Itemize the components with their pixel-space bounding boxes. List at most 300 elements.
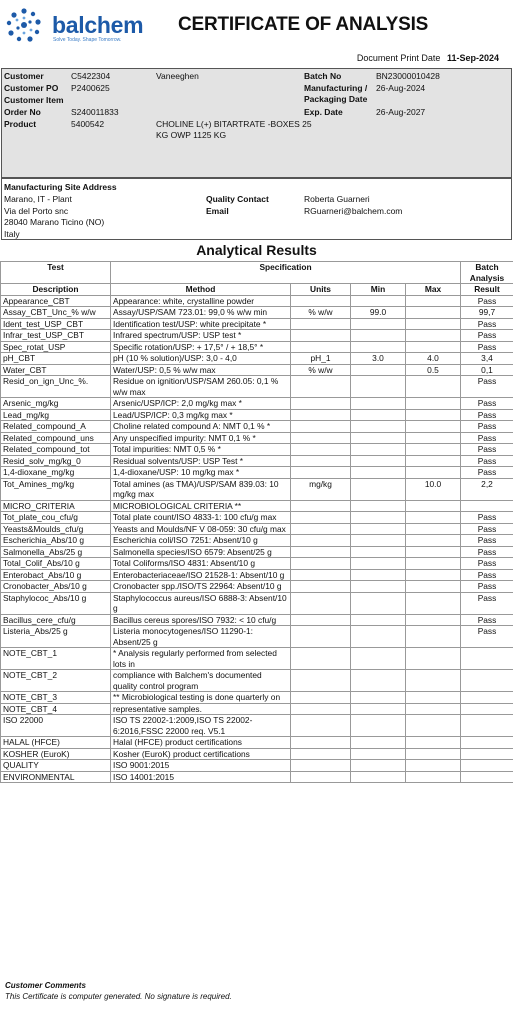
cell-units (291, 648, 351, 670)
cell-method: Enterobacteriaceae/ISO 21528-1: Absent/10 g (111, 569, 291, 581)
brand-tagline: Solve Today. Shape Tomorrow. (53, 37, 122, 43)
cell-result: 99,7 (461, 307, 513, 319)
cell-test-description: Tot_Amines_mg/kg (1, 478, 111, 500)
table-row (1, 670, 513, 692)
cell-result (461, 500, 513, 512)
cell-method: Any unspecified impurity: NMT 0,1 % * (111, 432, 291, 444)
cell-test-description: HALAL (HFCE) (1, 737, 111, 749)
balchem-dots-icon (4, 5, 44, 45)
table-row (1, 748, 513, 760)
cell-max (406, 421, 461, 433)
analytical-results-title: Analytical Results (196, 242, 317, 258)
cell-max: 4.0 (406, 353, 461, 365)
mfg-date: 26-Aug-2024 (376, 83, 426, 93)
mfg-date-label: Manufacturing / (304, 83, 368, 93)
cell-units (291, 670, 351, 692)
table-row (1, 703, 513, 715)
cell-max (406, 760, 461, 772)
cell-result: Pass (461, 432, 513, 444)
col-max: Max (406, 284, 461, 296)
table-row (1, 558, 513, 570)
cell-method: Total impurities: NMT 0,5 % * (111, 444, 291, 456)
cell-min (351, 318, 406, 330)
cell-max (406, 670, 461, 692)
cell-test-description: 1,4-dioxane_mg/kg (1, 467, 111, 479)
cell-units (291, 703, 351, 715)
packaging-date-label: Packaging Date (304, 94, 368, 104)
cell-method: ISO 9001:2015 (111, 760, 291, 772)
cell-result: Pass (461, 421, 513, 433)
cell-units (291, 330, 351, 342)
product-desc-line2: KG OWP 1125 KG (156, 130, 227, 140)
cell-method: Cronobacter spp./ISO/TS 22964: Absent/10 g (111, 581, 291, 593)
cell-result: Pass (461, 455, 513, 467)
exp-date-label: Exp. Date (304, 107, 343, 117)
cell-min (351, 341, 406, 353)
cell-max (406, 467, 461, 479)
table-row (1, 626, 513, 648)
cell-max (406, 703, 461, 715)
cell-method: Escherichia coli/ISO 7251: Absent/10 g (111, 535, 291, 547)
print-date-value: 11-Sep-2024 (446, 53, 499, 63)
table-row (1, 330, 513, 342)
cell-test-description: Yeasts&Moulds_cfu/g (1, 523, 111, 535)
cell-method: pH (10 % solution)/USP: 3,0 - 4,0 (111, 353, 291, 365)
cell-max (406, 512, 461, 524)
cell-max (406, 546, 461, 558)
cell-min (351, 771, 406, 783)
cell-test-description: NOTE_CBT_4 (1, 703, 111, 715)
comments-label: Customer Comments (5, 981, 86, 990)
cell-max (406, 398, 461, 410)
cell-result (461, 648, 513, 670)
cell-units (291, 523, 351, 535)
cell-method: * Analysis regularly performed from selected lots in (111, 648, 291, 670)
col-batch-line1: Batch Analysis (469, 262, 505, 283)
table-row (1, 295, 513, 307)
cell-units (291, 398, 351, 410)
cell-result (461, 715, 513, 737)
cell-units (291, 455, 351, 467)
cell-test-description: NOTE_CBT_1 (1, 648, 111, 670)
cell-units (291, 760, 351, 772)
cell-min (351, 444, 406, 456)
col-result: Result (461, 284, 513, 296)
cell-min (351, 592, 406, 614)
cell-method: representative samples. (111, 703, 291, 715)
cell-units (291, 614, 351, 626)
cell-max: 10.0 (406, 478, 461, 500)
table-row (1, 318, 513, 330)
cell-max (406, 535, 461, 547)
table-row (1, 409, 513, 421)
cell-min (351, 670, 406, 692)
cell-max (406, 592, 461, 614)
cell-units (291, 409, 351, 421)
cell-max (406, 500, 461, 512)
cell-max (406, 307, 461, 319)
cell-method: Bacillus cereus spores/ISO 7932: < 10 cfu/g (111, 614, 291, 626)
cell-method: Staphylococcus aureus/ISO 6888-3: Absent/10 g (111, 592, 291, 614)
table-row (1, 760, 513, 772)
cell-units: % w/w (291, 307, 351, 319)
cell-min (351, 760, 406, 772)
cell-test-description: Enterobact_Abs/10 g (1, 569, 111, 581)
cell-result: Pass (461, 614, 513, 626)
cell-min (351, 535, 406, 547)
cell-max (406, 444, 461, 456)
table-row (1, 535, 513, 547)
cell-min (351, 523, 406, 535)
table-row (1, 398, 513, 410)
customer-po-label: Customer PO (4, 83, 59, 93)
cell-max (406, 330, 461, 342)
cell-units (291, 558, 351, 570)
cell-min (351, 432, 406, 444)
cell-result: Pass (461, 546, 513, 558)
table-row (1, 512, 513, 524)
cell-test-description: Salmonella_Abs/25 g (1, 546, 111, 558)
site-address-line2: Via del Porto snc (4, 206, 69, 216)
cell-result: Pass (461, 512, 513, 524)
cell-units (291, 318, 351, 330)
cell-units (291, 432, 351, 444)
cell-min (351, 455, 406, 467)
cell-result: Pass (461, 535, 513, 547)
customer-label: Customer (4, 71, 44, 81)
cell-units: pH_1 (291, 353, 351, 365)
batch-label: Batch No (304, 71, 342, 81)
table-row (1, 353, 513, 365)
product-label: Product (4, 119, 37, 129)
cell-units (291, 341, 351, 353)
cell-test-description: NOTE_CBT_2 (1, 670, 111, 692)
balchem-logo (2, 2, 147, 50)
email-value: RGuarneri@balchem.com (304, 206, 403, 216)
cell-max (406, 626, 461, 648)
cell-method: MICROBIOLOGICAL CRITERIA ** (111, 500, 291, 512)
col-test-line1: Test (47, 262, 64, 272)
cell-min (351, 467, 406, 479)
table-row (1, 523, 513, 535)
customer-po: P2400625 (71, 83, 110, 93)
cell-method: compliance with Balchem's documented quality control program (111, 670, 291, 692)
cell-result: Pass (461, 409, 513, 421)
table-row (1, 341, 513, 353)
cell-method: Residue on ignition/USP/SAM 260.05: 0,1 % w/w max (111, 376, 291, 398)
cell-max (406, 771, 461, 783)
cell-units (291, 771, 351, 783)
cell-units (291, 715, 351, 737)
cell-method: Appearance: white, crystalline powder (111, 295, 291, 307)
cell-test-description: ISO 22000 (1, 715, 111, 737)
email-label: Email (206, 206, 229, 216)
print-date-label: Document Print Date (356, 53, 441, 63)
cell-min (351, 614, 406, 626)
cell-units (291, 444, 351, 456)
cell-test-description: Arsenic_mg/kg (1, 398, 111, 410)
cell-max (406, 648, 461, 670)
cell-result: Pass (461, 376, 513, 398)
cell-units (291, 748, 351, 760)
cell-test-description: Assay_CBT_Unc_% w/w (1, 307, 111, 319)
cell-min (351, 364, 406, 376)
cell-units (291, 295, 351, 307)
site-address-box (1, 178, 512, 240)
cell-method: Specific rotation/USP: + 17,5° / + 18,5° * (111, 341, 291, 353)
cell-min (351, 295, 406, 307)
cell-method: Total plate count/ISO 4833-1: 100 cfu/g max (111, 512, 291, 524)
cell-min (351, 421, 406, 433)
cell-min (351, 330, 406, 342)
cell-result: Pass (461, 569, 513, 581)
cell-min (351, 737, 406, 749)
table-row (1, 307, 513, 319)
cell-method: Total Coliforms/ISO 4831: Absent/10 g (111, 558, 291, 570)
table-row (1, 771, 513, 783)
cell-test-description: MICRO_CRITERIA (1, 500, 111, 512)
cell-max (406, 558, 461, 570)
cell-test-description: ENVIRONMENTAL (1, 771, 111, 783)
table-row (1, 715, 513, 737)
table-row (1, 455, 513, 467)
order-info-box (1, 68, 512, 178)
col-description: Description (1, 284, 111, 296)
site-address-line3: 28040 Marano Ticino (NO) (4, 217, 105, 227)
cell-max (406, 569, 461, 581)
cell-min (351, 626, 406, 648)
cell-result: Pass (461, 626, 513, 648)
cell-max (406, 376, 461, 398)
cell-test-description: Staphylococ_Abs/10 g (1, 592, 111, 614)
comments-text: This Certificate is computer generated. No signature is required. (5, 992, 232, 1001)
cell-max (406, 341, 461, 353)
cell-test-description: Resid_on_ign_Unc_%. (1, 376, 111, 398)
cell-min (351, 376, 406, 398)
cell-test-description: Listeria_Abs/25 g (1, 626, 111, 648)
cell-min (351, 648, 406, 670)
cell-max (406, 432, 461, 444)
cell-test-description: QUALITY (1, 760, 111, 772)
cell-test-description: Related_compound_tot (1, 444, 111, 456)
table-subheader-row (1, 284, 513, 296)
cell-method: ** Microbiological testing is done quarterly on (111, 692, 291, 704)
cell-units (291, 546, 351, 558)
table-row (1, 421, 513, 433)
site-address-line4: Italy (4, 229, 20, 239)
cell-min (351, 581, 406, 593)
cell-max (406, 318, 461, 330)
cell-test-description: Ident_test_USP_CBT (1, 318, 111, 330)
cell-min (351, 500, 406, 512)
cell-test-description: Infrar_test_USP_CBT (1, 330, 111, 342)
cell-result: Pass (461, 398, 513, 410)
quality-contact-label: Quality Contact (206, 194, 269, 204)
cell-units (291, 500, 351, 512)
cell-result: Pass (461, 318, 513, 330)
cell-method: ISO TS 22002-1:2009,ISO TS 22002-6:2016,FSSC 22000 req. V5.1 (111, 715, 291, 737)
table-row (1, 478, 513, 500)
col-units: Units (291, 284, 351, 296)
cell-method: Salmonella species/ISO 6579: Absent/25 g (111, 546, 291, 558)
table-row (1, 364, 513, 376)
analytical-results-table (0, 261, 513, 783)
cell-min (351, 409, 406, 421)
cell-min (351, 558, 406, 570)
cell-result (461, 703, 513, 715)
cell-min (351, 748, 406, 760)
table-row (1, 692, 513, 704)
cell-units (291, 626, 351, 648)
cell-test-description: Bacillus_cere_cfu/g (1, 614, 111, 626)
table-row (1, 432, 513, 444)
table-row (1, 376, 513, 398)
table-header-row (1, 262, 513, 284)
cell-result (461, 771, 513, 783)
cell-method: Water/USP: 0,5 % w/w max (111, 364, 291, 376)
cell-units (291, 592, 351, 614)
cell-max (406, 581, 461, 593)
table-row (1, 569, 513, 581)
col-specification: Specification (111, 262, 461, 284)
cell-min (351, 692, 406, 704)
cell-method: Total amines (as TMA)/USP/SAM 839.03: 10 mg/kg max (111, 478, 291, 500)
cell-result: Pass (461, 467, 513, 479)
cell-result: Pass (461, 592, 513, 614)
cell-max: 0.5 (406, 364, 461, 376)
table-row (1, 737, 513, 749)
cell-test-description: Total_Colif_Abs/10 g (1, 558, 111, 570)
cell-method: Yeasts and Moulds/NF V 08-059: 30 cfu/g max (111, 523, 291, 535)
cell-method: Identification test/USP: white precipitate * (111, 318, 291, 330)
cell-min: 3.0 (351, 353, 406, 365)
customer-item-label: Customer Item (4, 95, 64, 105)
cell-max (406, 523, 461, 535)
table-row (1, 614, 513, 626)
cell-min (351, 715, 406, 737)
cell-units (291, 737, 351, 749)
table-row (1, 592, 513, 614)
document-title: CERTIFICATE OF ANALYSIS (178, 14, 429, 35)
cell-max (406, 748, 461, 760)
cell-result: Pass (461, 295, 513, 307)
cell-result: Pass (461, 523, 513, 535)
exp-date: 26-Aug-2027 (376, 107, 426, 117)
cell-method: Halal (HFCE) product certifications (111, 737, 291, 749)
cell-method: Choline related compound A: NMT 0,1 % * (111, 421, 291, 433)
cell-method: 1,4-dioxane/USP: 10 mg/kg max * (111, 467, 291, 479)
cell-method: ISO 14001:2015 (111, 771, 291, 783)
table-row (1, 581, 513, 593)
col-test (1, 262, 111, 284)
cell-test-description: Spec_rotat_USP (1, 341, 111, 353)
cell-method: Lead/USP/ICP: 0,3 mg/kg max * (111, 409, 291, 421)
cell-test-description: NOTE_CBT_3 (1, 692, 111, 704)
cell-max (406, 409, 461, 421)
col-min: Min (351, 284, 406, 296)
cell-test-description: Related_compound_A (1, 421, 111, 433)
cell-test-description: Tot_plate_cou_cfu/g (1, 512, 111, 524)
site-address-line1: Marano, IT - Plant (4, 194, 72, 204)
cell-result: Pass (461, 444, 513, 456)
cell-test-description: Appearance_CBT (1, 295, 111, 307)
col-method: Method (111, 284, 291, 296)
cell-result (461, 760, 513, 772)
cell-result (461, 670, 513, 692)
cell-units (291, 467, 351, 479)
cell-test-description: Resid_solv_mg/kg_0 (1, 455, 111, 467)
customer-comments (5, 980, 232, 1002)
cell-units (291, 376, 351, 398)
cell-result (461, 748, 513, 760)
cell-method: Residual solvents/USP: USP Test * (111, 455, 291, 467)
order-no-label: Order No (4, 107, 41, 117)
cell-test-description: Escherichia_Abs/10 g (1, 535, 111, 547)
cell-min: 99.0 (351, 307, 406, 319)
table-row (1, 500, 513, 512)
cell-result: 0,1 (461, 364, 513, 376)
quality-contact-name: Roberta Guarneri (304, 194, 370, 204)
customer-name: Vaneeghen (156, 71, 199, 81)
table-row (1, 467, 513, 479)
cell-units: mg/kg (291, 478, 351, 500)
site-address-label: Manufacturing Site Address (4, 182, 117, 192)
cell-test-description: Lead_mg/kg (1, 409, 111, 421)
cell-units (291, 512, 351, 524)
cell-test-description: Related_compound_uns (1, 432, 111, 444)
cell-result (461, 692, 513, 704)
cell-result: Pass (461, 581, 513, 593)
batch-no: BN23000010428 (376, 71, 440, 81)
cell-min (351, 546, 406, 558)
brand-name: balchem (52, 12, 144, 38)
cell-test-description: Cronobacter_Abs/10 g (1, 581, 111, 593)
cell-result: Pass (461, 341, 513, 353)
product-code: 5400542 (71, 119, 105, 129)
product-desc-line1: CHOLINE L(+) BITARTRATE -BOXES 25 (156, 119, 312, 129)
cell-units (291, 569, 351, 581)
cell-min (351, 569, 406, 581)
cell-method: Infrared spectrum/USP: USP test * (111, 330, 291, 342)
order-no: S240011833 (71, 107, 119, 117)
cell-min (351, 703, 406, 715)
cell-test-description: Water_CBT (1, 364, 111, 376)
print-date-line (357, 53, 499, 63)
cell-min (351, 512, 406, 524)
cell-max (406, 715, 461, 737)
cell-max (406, 455, 461, 467)
cell-result: 2,2 (461, 478, 513, 500)
cell-max (406, 692, 461, 704)
cell-result: Pass (461, 558, 513, 570)
cell-min (351, 398, 406, 410)
cell-result: 3,4 (461, 353, 513, 365)
cell-units (291, 581, 351, 593)
cell-method: Arsenic/USP/ICP: 2,0 mg/kg max * (111, 398, 291, 410)
col-batch (461, 262, 513, 284)
cell-test-description: pH_CBT (1, 353, 111, 365)
customer-code: C5422304 (71, 71, 111, 81)
cell-max (406, 295, 461, 307)
cell-max (406, 737, 461, 749)
cell-method: Kosher (EuroK) product certifications (111, 748, 291, 760)
cell-result (461, 737, 513, 749)
cell-units: % w/w (291, 364, 351, 376)
cell-units (291, 692, 351, 704)
cell-test-description: KOSHER (EuroK) (1, 748, 111, 760)
table-row (1, 648, 513, 670)
cell-min (351, 478, 406, 500)
